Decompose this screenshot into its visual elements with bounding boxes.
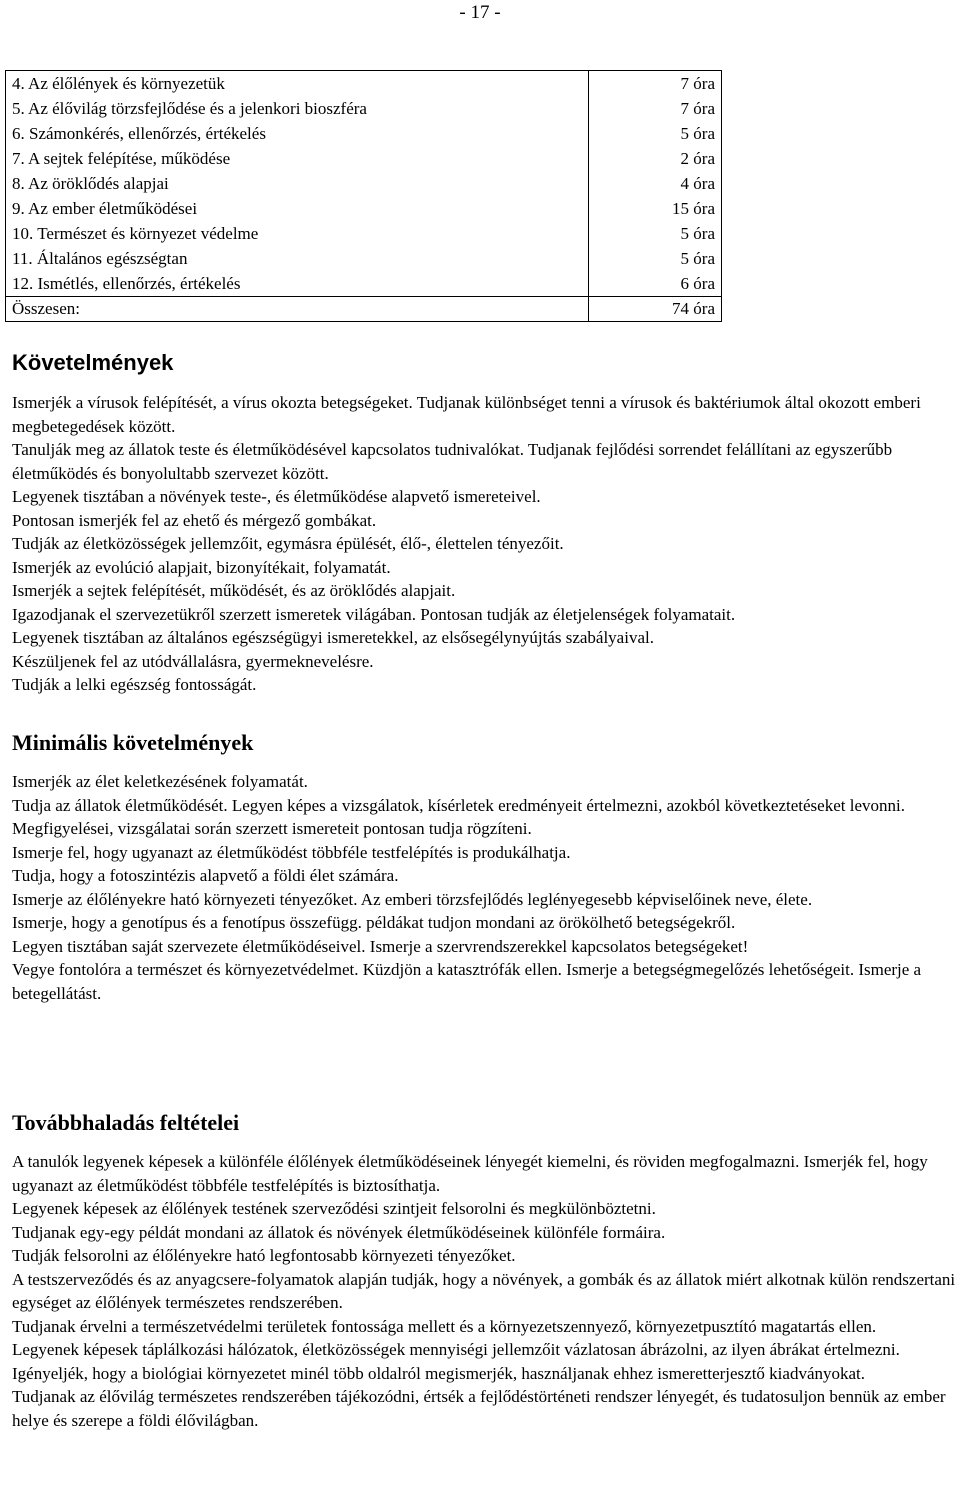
page-number: - 17 - — [459, 2, 501, 23]
paragraph: A tanulók legyenek képesek a különféle élőlények életműködéseinek lényegét kiemelni, és röviden megfogalmazni. Ismerjék fel, hogy ugyanazt az életműködést többféle testfelépítés is biztosíthatja. — [12, 1152, 928, 1195]
topic-name: 9. Az ember életműködései — [12, 199, 198, 218]
paragraph: Ismerjék az evolúció alapjait, bizonyítékait, folyamatát. — [12, 557, 391, 577]
paragraph: Pontosan ismerjék fel az ehető és mérgező gombákat. — [12, 510, 377, 530]
total-label: Összesen: — [6, 297, 589, 322]
topic-hours: 15 óra — [672, 199, 715, 218]
topic-name: 8. Az öröklődés alapjai — [12, 174, 169, 193]
total-hours: 74 óra — [589, 297, 722, 322]
paragraph: A testszerveződés és az anyagcsere-folyamatok alapján tudják, hogy a növények, a gombák és az állatok miért alkotnak külön rendszertani egységet az élőlények természetes rendszerében. — [12, 1269, 956, 1312]
paragraph: Készüljenek fel az utódvállalásra, gyermeknevelésre. — [12, 651, 374, 671]
topic-names-cell — [6, 71, 589, 297]
topic-name: 6. Számonkérés, ellenőrzés, értékelés — [12, 124, 266, 143]
topic-name: 10. Természet és környezet védelme — [12, 224, 259, 243]
topic-hours: 6 óra — [680, 274, 715, 293]
paragraph: Tanulják meg az állatok teste és életműködésével kapcsolatos tudnivalókat. Tudjanak fejlődési sorrendet felállítani az egyszerűbb életműködés és bonyolultabb szervezet között. — [12, 440, 893, 483]
paragraph: Ismerje az élőlényekre ható környezeti tényezőket. Az emberi törzsfejlődés leglényegesebb képviselőinek neve, élete. — [12, 889, 813, 909]
topic-name: 7. A sejtek felépítése, működése — [12, 149, 231, 168]
paragraph: Tudják felsorolni az élőlényekre ható legfontosabb környezeti tényezőket. — [12, 1246, 516, 1265]
progression-body — [12, 1150, 957, 1432]
paragraph: Ismerje fel, hogy ugyanazt az életműködést többféle testfelépítés is produkálhatja. — [12, 842, 571, 862]
paragraph: Legyenek tisztában a növények teste-, és életműködése alapvető ismereteivel. — [12, 487, 541, 506]
paragraph: Tudja, hogy a fotoszintézis alapvető a földi élet számára. — [12, 866, 399, 885]
paragraph: Tudjanak az élővilág természetes rendszerében tájékozódni, értsék a fejlődéstörténeti rendszer lényegét, és tudatosuljon bennük az ember helye és szerepe a földi élővilágban. — [12, 1387, 946, 1430]
topic-name: 11. Általános egészségtan — [12, 249, 188, 268]
topic-hours: 5 óra — [680, 124, 715, 143]
topic-hours: 4 óra — [680, 174, 715, 193]
topic-hours: 5 óra — [680, 249, 715, 268]
topic-hours: 2 óra — [680, 149, 715, 168]
paragraph: Legyen tisztában saját szervezete életműködéseivel. Ismerje a szervrendszerekkel kapcsolatos betegségeket! — [12, 936, 749, 956]
paragraph: Tudja az állatok életműködését. Legyen képes a vizsgálatok, kísérletek eredményeit értelmezni, azokból következtetéseket levonni. — [12, 795, 905, 815]
table-row — [6, 71, 722, 297]
paragraph: Legyenek képesek táplálkozási hálózatok, életközösségek mennyiségi jellemzőit vázlatosan ábrázolni, az ilyen ábrákat értelmezni. — [12, 1340, 900, 1359]
paragraph: Megfigyelései, vizsgálatai során szerzett ismereteit pontosan tudja rögzíteni. — [12, 819, 532, 838]
topic-name: 4. Az élőlények és környezetük — [12, 74, 225, 93]
topic-hours-table — [5, 70, 722, 322]
requirements-heading: Követelmények — [12, 350, 174, 375]
paragraph: Ismerjék a vírusok felépítését, a vírus okozta betegségeket. Tudjanak különbséget tenni a vírusok és baktériumok által okozott emberi megbetegedések között. — [12, 393, 921, 436]
paragraph: Vegye fontolóra a természet és környezetvédelmet. Küzdjön a katasztrófák ellen. Ismerje a betegségmegelőzés lehetőségeit. Ismerje a betegellátást. — [12, 960, 922, 1003]
topic-name: 5. Az élővilág törzsfejlődése és a jelenkori bioszféra — [12, 99, 367, 118]
table-row-total — [6, 297, 722, 322]
paragraph: Ismerjék az élet keletkezésének folyamatát. — [12, 772, 308, 791]
requirements-body — [12, 391, 957, 697]
paragraph: Igényeljék, hogy a biológiai környezetet minél több oldalról megismerjék, használjanak ehhez ismeretterjesztő kiadványokat. — [12, 1363, 866, 1383]
paragraph: Ismerje, hogy a genotípus és a fenotípus összefügg. példákat tudjon mondani az örökölhető betegségekről. — [12, 913, 736, 932]
topic-hours: 7 óra — [680, 74, 715, 93]
minimum-requirements-body — [12, 770, 957, 1005]
paragraph: Igazodjanak el szervezetükről szerzett ismeretek világában. Pontosan tudják az életjelenségek folyamatait. — [12, 604, 736, 624]
topic-hours-cell — [589, 71, 722, 297]
paragraph: Tudják a lelki egészség fontosságát. — [12, 675, 257, 694]
paragraph: Tudják az életközösségek jellemzőit, egymásra épülését, élő-, élettelen tényezőit. — [12, 534, 564, 553]
topic-hours: 7 óra — [680, 99, 715, 118]
paragraph: Legyenek képesek az élőlények testének szerveződési szintjeit felsorolni és megkülönböztetni. — [12, 1199, 656, 1218]
progression-heading: Továbbhaladás feltételei — [12, 1110, 240, 1135]
paragraph: Tudjanak érvelni a természetvédelmi területek fontossága mellett és a környezetszennyező, környezetpusztító magatartás ellen. — [12, 1316, 877, 1336]
topic-name: 12. Ismétlés, ellenőrzés, értékelés — [12, 274, 241, 293]
paragraph: Tudjanak egy-egy példát mondani az állatok és növények életműködéseinek különféle formáira. — [12, 1222, 666, 1242]
minimum-requirements-heading: Minimális követelmények — [12, 730, 254, 755]
paragraph: Legyenek tisztában az általános egészségügyi ismeretekkel, az elsősegélynyújtás szabályaival. — [12, 628, 654, 647]
topic-hours: 5 óra — [680, 224, 715, 243]
paragraph: Ismerjék a sejtek felépítését, működését, és az öröklődés alapjait. — [12, 581, 456, 600]
